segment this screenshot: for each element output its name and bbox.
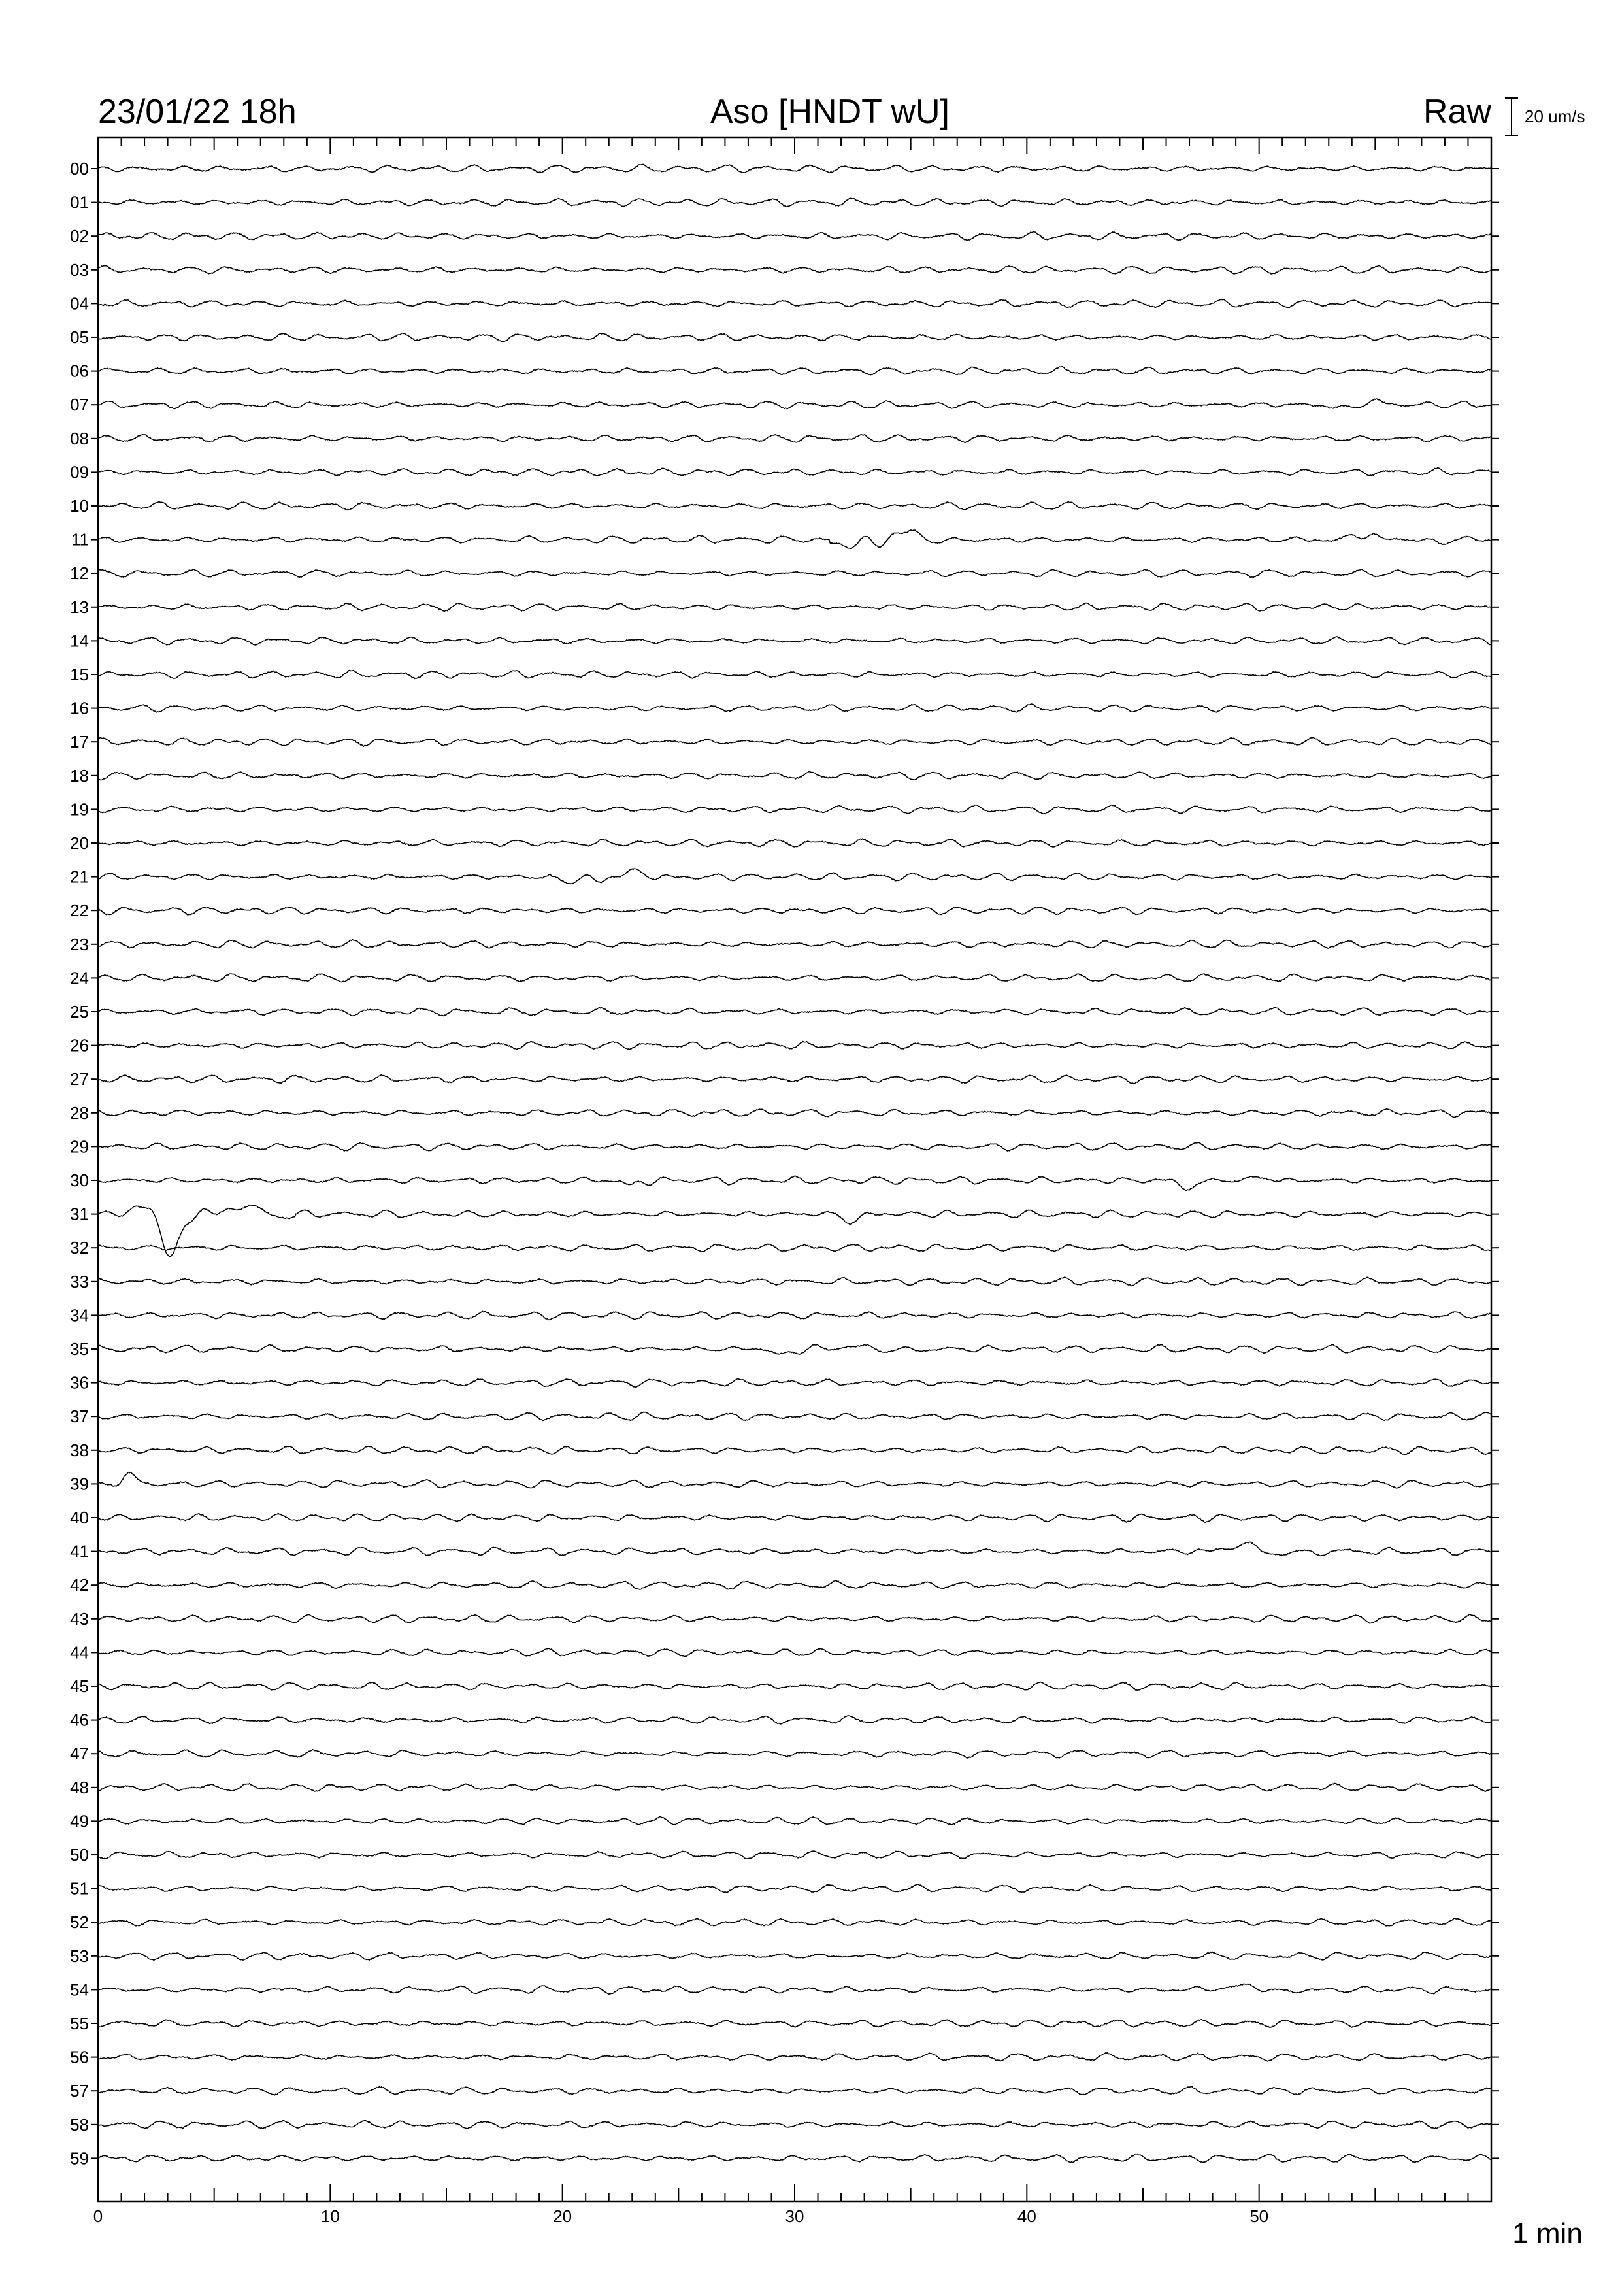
row-label-38: 38 [70,1440,89,1460]
mode-label: Raw [1423,93,1491,131]
row-label-13: 13 [70,597,89,617]
row-label-04: 04 [70,293,89,314]
row-label-53: 53 [70,1946,89,1966]
row-label-11: 11 [71,529,89,550]
row-label-08: 08 [70,428,89,448]
row-label-52: 52 [70,1912,89,1933]
row-label-31: 31 [70,1204,89,1224]
row-label-00: 00 [70,159,89,178]
row-label-30: 30 [70,1171,89,1190]
x-tick-label-40: 40 [1017,2206,1036,2226]
x-tick-label-0: 0 [93,2206,103,2226]
row-label-47: 47 [70,1744,89,1764]
row-label-03: 03 [70,259,89,280]
row-label-43: 43 [70,1608,89,1629]
row-label-49: 49 [70,1811,89,1831]
row-label-50: 50 [70,1845,89,1865]
row-label-42: 42 [70,1575,89,1595]
row-label-29: 29 [70,1137,89,1157]
row-label-15: 15 [70,665,89,684]
row-label-22: 22 [70,901,89,921]
row-label-51: 51 [70,1878,89,1899]
row-label-57: 57 [70,2081,89,2101]
row-label-16: 16 [70,698,89,718]
row-label-19: 19 [70,799,89,820]
x-tick-label-10: 10 [320,2206,340,2226]
row-label-26: 26 [70,1035,89,1056]
row-label-28: 28 [70,1103,89,1123]
row-label-24: 24 [70,968,89,988]
row-label-02: 02 [70,226,89,246]
x-tick-label-30: 30 [785,2206,804,2226]
row-label-20: 20 [70,833,89,853]
row-label-54: 54 [70,1980,89,2000]
row-label-59: 59 [70,2148,89,2169]
row-label-06: 06 [70,361,89,381]
row-label-58: 58 [70,2114,89,2135]
row-label-17: 17 [70,732,89,752]
row-label-18: 18 [70,765,89,786]
row-label-07: 07 [70,395,89,415]
row-label-14: 14 [70,631,89,651]
row-label-05: 05 [70,327,89,347]
row-label-35: 35 [70,1339,89,1359]
row-label-36: 36 [70,1373,89,1393]
row-label-01: 01 [70,192,89,212]
station-label: Aso [HNDT wU] [710,93,950,131]
scale-label: 20 um/s [1525,107,1585,126]
row-label-21: 21 [70,867,89,887]
row-label-45: 45 [70,1676,89,1696]
x-tick-label-50: 50 [1249,2206,1269,2226]
row-label-41: 41 [70,1541,89,1561]
row-label-37: 37 [70,1406,89,1427]
row-label-12: 12 [70,563,89,584]
x-axis-unit-label: 1 min [1512,2218,1583,2250]
row-label-46: 46 [70,1710,89,1730]
row-label-39: 39 [70,1474,89,1494]
date-label: 23/01/22 18h [98,93,297,131]
row-label-32: 32 [70,1238,89,1258]
row-label-44: 44 [70,1642,89,1663]
row-label-34: 34 [70,1305,89,1325]
row-label-33: 33 [70,1271,89,1291]
row-label-25: 25 [70,1002,89,1022]
row-label-09: 09 [70,462,89,482]
row-label-56: 56 [70,2047,89,2067]
row-label-27: 27 [70,1069,89,1090]
x-tick-label-20: 20 [553,2206,572,2226]
row-label-40: 40 [70,1508,89,1527]
row-label-48: 48 [70,1777,89,1797]
row-label-10: 10 [70,496,89,516]
row-label-55: 55 [70,2014,89,2033]
row-label-23: 23 [70,934,89,954]
